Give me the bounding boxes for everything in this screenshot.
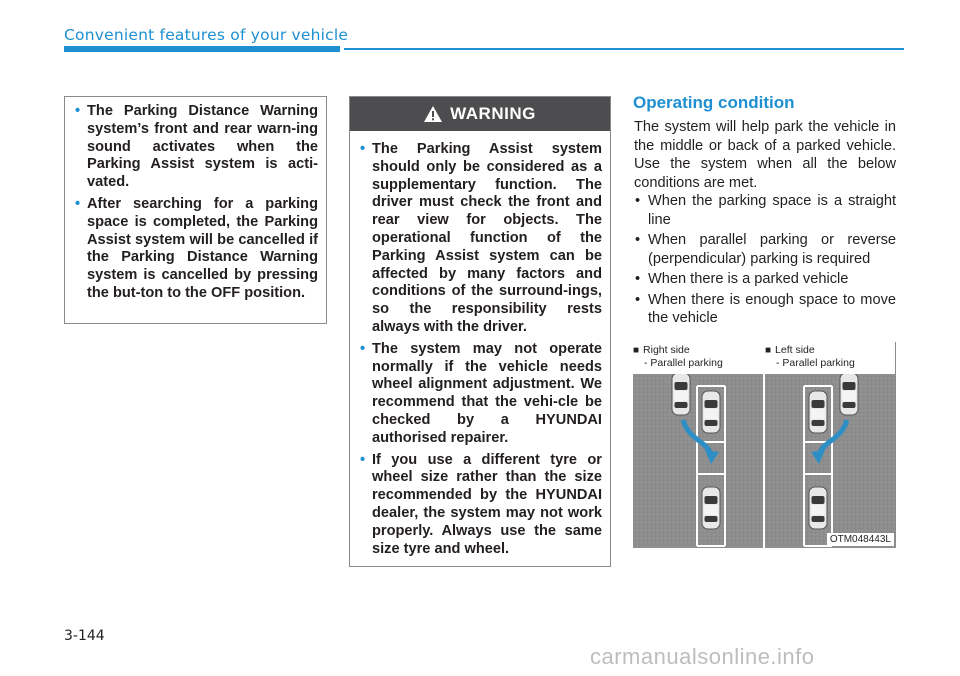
- warning-item: • If you use a different tyre or wheel size rather than the size recommended by the HYUNDAI dealer, the system may not work properly. Always use the same size tyre and wheel.: [360, 452, 602, 559]
- warning-item: • The Parking Assist system should only be considered as a supplementary function. The driver must check the front and rear view for objects. The operational function of the Parking Assist system can be affected by many factors and conditions of the surround-ings, so the responsibility rests always with the driver.: [360, 141, 602, 337]
- note-list: [75, 103, 318, 303]
- warning-list: [360, 141, 602, 558]
- operating-condition-title: Operating condition: [633, 93, 795, 112]
- section-header-title: Convenient features of your vehicle: [64, 26, 349, 44]
- header-bar-thin: [344, 48, 904, 50]
- warning-box: [349, 96, 611, 567]
- condition-item: • When there is a parked vehicle: [634, 270, 896, 289]
- left-side-label: [765, 342, 895, 374]
- figure-code: OTM048443L: [827, 533, 894, 546]
- operating-intro: The system will help park the vehicle in the middle or back of a parked vehicle. Use the system when all the below conditions are met.: [634, 119, 896, 191]
- note-box: [64, 96, 327, 324]
- warning-item: • The system may not operate normally if the vehicle needs wheel alignment adjustment. We recommend that the vehi-cle be checked by a HYUNDAI authorised repairer.: [360, 341, 602, 448]
- right-side-label-sub: - Parallel parking: [644, 357, 723, 369]
- right-side-label: [633, 342, 763, 374]
- page-number: 3-144: [64, 628, 105, 644]
- condition-list: [634, 192, 896, 330]
- parking-figure: [633, 342, 896, 548]
- note-item: • The Parking Distance Warning system’s front and rear warn-ing sound activates when the Parking Assist system is acti-vated.: [75, 103, 318, 192]
- left-side-label-sub: - Parallel parking: [776, 357, 855, 369]
- warning-header: [350, 97, 610, 131]
- warning-triangle-icon: [424, 106, 442, 122]
- condition-item: • When there is enough space to move the vehicle: [634, 291, 896, 328]
- header-bar-thick: [64, 46, 340, 52]
- watermark: carmanualsonline.info: [590, 644, 815, 669]
- note-item: • After searching for a parking space is completed, the Parking Assist system will be cancelled if the Parking Distance Warning system is cancelled by pressing the but-ton to the OFF position.: [75, 196, 318, 303]
- left-side-label-title: ■ Left side: [765, 344, 895, 357]
- condition-item: • When parallel parking or reverse (perpendicular) parking is required: [634, 231, 896, 268]
- condition-item: • When the parking space is a straight line: [634, 192, 896, 229]
- warning-title: WARNING: [450, 104, 536, 123]
- right-side-label-title: ■ Right side: [633, 344, 763, 357]
